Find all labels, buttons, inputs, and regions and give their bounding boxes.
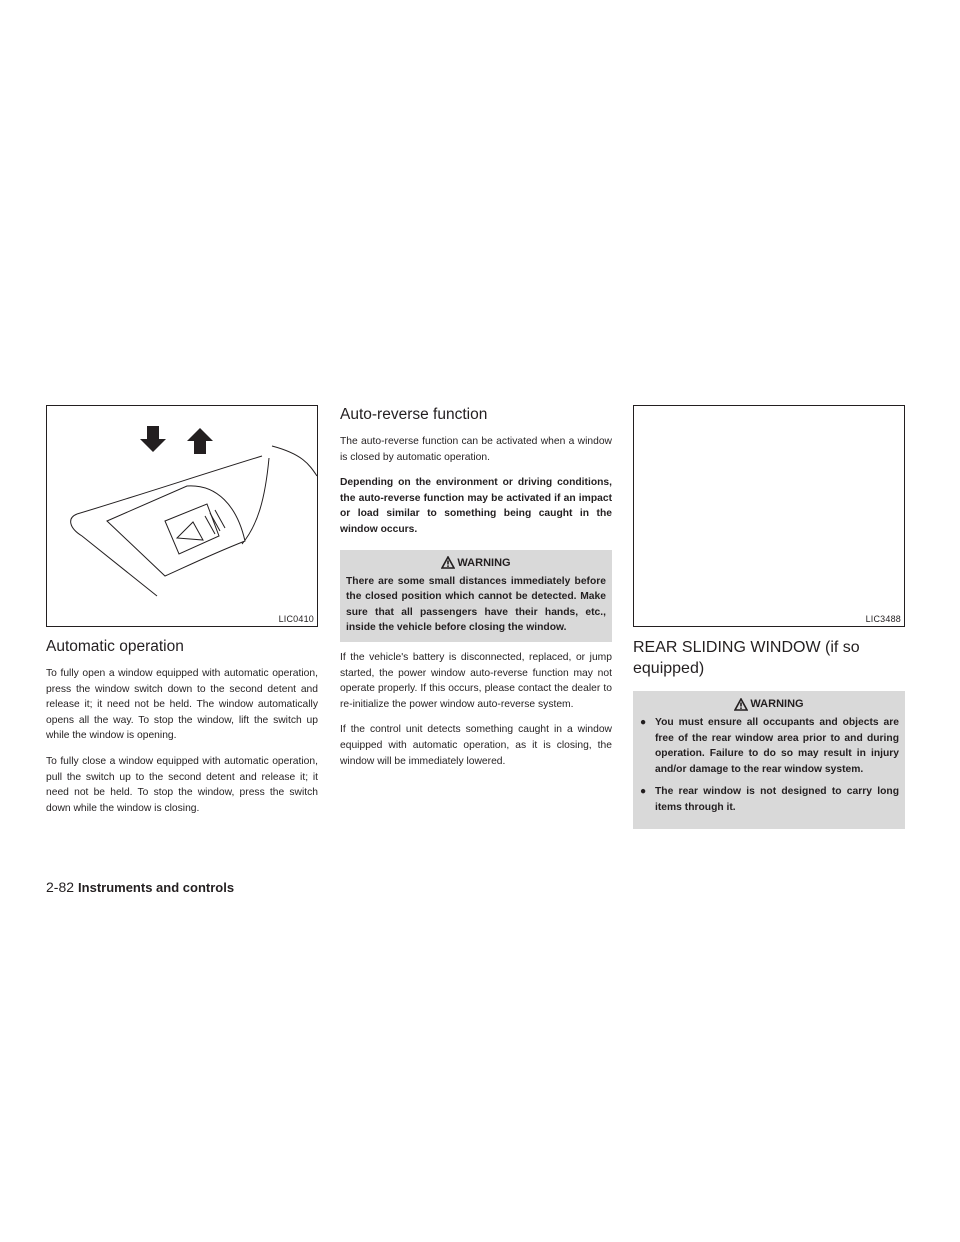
- warning-header: [639, 691, 899, 715]
- section-title: Instruments and controls: [78, 880, 235, 895]
- auto-reverse-heading: Auto-reverse function: [340, 406, 488, 423]
- warning-title: WARNING: [750, 698, 804, 710]
- auto-reverse-para-2: If the vehicle's battery is disconnected, replaced, or jump started, the power window auto-reverse function may not operate properly. If this occurs, please contact the dealer to re-initialize the power window auto-reverse system.: [340, 651, 612, 710]
- figure-window-switch: [46, 405, 318, 627]
- warning-item-text: The rear window is not designed to carry long items through it.: [655, 786, 899, 813]
- warning-box: [340, 550, 612, 642]
- door-trim-line: [272, 446, 317, 476]
- page-number: 2-82: [46, 879, 75, 895]
- warning-title: WARNING: [457, 556, 511, 569]
- warning-header: [346, 550, 606, 574]
- figure-label: LIC0410: [278, 614, 314, 624]
- arrow-down-icon: [140, 426, 166, 452]
- warning-triangle-icon: [441, 556, 455, 569]
- rear-sliding-window-heading: REAR SLIDING WINDOW (if so equipped): [633, 639, 860, 677]
- column-right: [633, 405, 905, 837]
- warning-triangle-icon: [734, 698, 748, 711]
- bullet-icon: ●: [640, 786, 647, 798]
- warning-item-text: You must ensure all occupants and objects are free of the rear window area prior to and during operation. Failure to do so may result in injury and/or damage to the rear window system.: [655, 717, 899, 775]
- arrow-up-icon: [187, 428, 213, 454]
- auto-reverse-para-1: The auto-reverse function can be activated when a window is closed by automatic operation.: [340, 436, 612, 463]
- column-middle: [340, 405, 612, 779]
- auto-reverse-para-3: If the control unit detects something caught in a window equipped with automatic operation, as it is closing, the window will be immediately lowered.: [340, 724, 612, 767]
- window-switch-illustration: [47, 406, 317, 626]
- warning-text: There are some small distances immediately before the closed position which cannot be detected. Make sure that all passengers have their hands, etc., inside the vehicle before closing the window.: [346, 575, 606, 634]
- bullet-icon: ●: [640, 717, 647, 728]
- door-trim-curve: [242, 458, 269, 544]
- column-left: [46, 405, 318, 826]
- automatic-operation-para-1: To fully open a window equipped with automatic operation, press the window switch down to the second detent and release it; it need not be held. The window automatically opens all the way. To stop the window, lift the switch up while the window is opening.: [46, 668, 318, 742]
- automatic-operation-heading: Automatic operation: [46, 638, 184, 655]
- warning-list: [639, 715, 899, 816]
- warning-list-item: [639, 715, 899, 777]
- auto-reverse-bold-para: Depending on the environment or driving conditions, the auto-reverse function may be activated if an impact or load similar to something being caught in the window occurs.: [340, 477, 612, 535]
- warning-list-item: [639, 784, 899, 815]
- automatic-operation-para-2: To fully close a window equipped with automatic operation, pull the switch up to the second detent and release it; it need not be held. To stop the window, press the switch down while the window is closing.: [46, 755, 318, 814]
- page-footer: [46, 878, 234, 897]
- figure-label: LIC3488: [865, 614, 901, 624]
- warning-box: [633, 691, 905, 829]
- figure-rear-window: [633, 405, 905, 627]
